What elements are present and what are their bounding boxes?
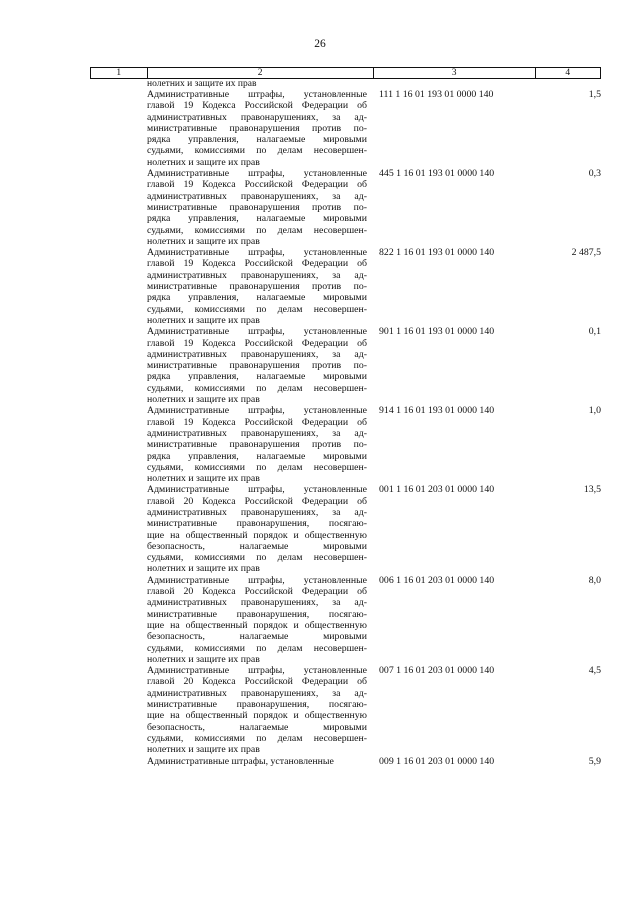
table-row (147, 756, 601, 767)
row-amount: 8,0 (588, 574, 602, 586)
row-description (147, 484, 367, 574)
row-code: 009 1 16 01 203 01 0000 140 (379, 755, 495, 767)
row-description (147, 168, 367, 247)
table-row (147, 89, 601, 168)
description-line: рядка управления, налагаемые мировыми (147, 213, 368, 225)
description-line: судьями, комиссиями по делам несовершен- (147, 732, 368, 744)
description-line: административных правонарушениях, за ад- (147, 190, 368, 202)
description-line: безопасность, налагаемые мировыми (147, 721, 368, 733)
table-row (147, 484, 601, 574)
table-row (147, 247, 601, 326)
description-line: министративные правонарушения, посягаю- (147, 699, 368, 711)
row-code: 901 1 16 01 193 01 0000 140 (379, 326, 495, 338)
row-code: 007 1 16 01 203 01 0000 140 (379, 665, 495, 677)
description-line: Административные штрафы, установленные (147, 247, 368, 259)
description-line: административных правонарушениях, за ад- (147, 597, 368, 609)
table-body (90, 89, 601, 767)
description-line: судьями, комиссиями по делам несовершен- (147, 145, 368, 157)
row-amount: 1,0 (588, 405, 602, 417)
description-line: щие на общественный порядок и общественную (147, 710, 368, 722)
row-description (147, 247, 367, 326)
row-amount: 1,5 (588, 89, 602, 100)
description-line: нолетних и защите их прав (147, 156, 260, 168)
description-line: министративные правонарушения против по- (147, 281, 368, 293)
description-line: Административные штрафы, установленные (147, 484, 368, 496)
row-code: 006 1 16 01 203 01 0000 140 (379, 574, 495, 586)
table-row (147, 168, 601, 247)
budget-table (90, 67, 601, 767)
description-line: нолетних и защите их прав (147, 473, 260, 485)
row-code: 445 1 16 01 193 01 0000 140 (379, 168, 495, 180)
page-number: 26 (314, 38, 326, 50)
description-line: главой 19 Кодекса Российской Федерации об (147, 179, 368, 191)
description-line: Административные штрафы, установленные (147, 405, 368, 417)
description-line: нолетних и защите их прав (147, 394, 260, 406)
description-line: щие на общественный порядок и общественную (147, 529, 368, 541)
description-line: главой 19 Кодекса Российской Федерации об (147, 100, 368, 112)
description-line: нолетних и защите их прав (147, 235, 260, 247)
description-line: судьями, комиссиями по делам несовершен- (147, 224, 368, 236)
description-line: административных правонарушениях, за ад- (147, 269, 368, 281)
description-line: административных правонарушениях, за ад- (147, 687, 368, 699)
table-row (147, 405, 601, 484)
continuation-text: нолетних и защите их прав (147, 79, 257, 89)
description-line: безопасность, налагаемые мировыми (147, 540, 368, 552)
row-amount: 5,9 (588, 755, 602, 767)
row-amount: 0,1 (588, 326, 602, 338)
row-code: 001 1 16 01 203 01 0000 140 (379, 484, 495, 496)
description-line: главой 20 Кодекса Российской Федерации об (147, 586, 368, 598)
description-line: главой 19 Кодекса Российской Федерации об (147, 337, 368, 349)
description-line: министративные правонарушения против по- (147, 360, 368, 372)
header-col-2: 2 (148, 68, 374, 78)
header-col-4: 4 (536, 68, 601, 78)
description-line: Административные штрафы, установленные (147, 755, 334, 767)
description-line: главой 20 Кодекса Российской Федерации об (147, 495, 368, 507)
description-line: судьями, комиссиями по делам несовершен- (147, 552, 368, 564)
description-line: главой 19 Кодекса Российской Федерации об (147, 258, 368, 270)
row-description (147, 405, 367, 484)
row-amount: 13,5 (583, 484, 602, 496)
description-line: Административные штрафы, установленные (147, 89, 368, 100)
description-line: рядка управления, налагаемые мировыми (147, 134, 368, 146)
description-line: административных правонарушениях, за ад- (147, 348, 368, 360)
description-line: нолетних и защите их прав (147, 653, 260, 665)
description-line: Административные штрафы, установленные (147, 574, 368, 586)
table-header (90, 67, 601, 79)
description-line: Административные штрафы, установленные (147, 326, 368, 338)
description-line: министративные правонарушения, посягаю- (147, 608, 368, 620)
description-line: судьями, комиссиями по делам несовершен- (147, 642, 368, 654)
row-description (147, 575, 367, 665)
header-col-1: 1 (91, 68, 148, 78)
description-line: рядка управления, налагаемые мировыми (147, 450, 368, 462)
description-line: щие на общественный порядок и общественную (147, 619, 368, 631)
row-description (147, 665, 367, 755)
description-line: Административные штрафы, установленные (147, 665, 368, 677)
description-line: судьями, комиссиями по делам несовершен- (147, 382, 368, 394)
description-line: министративные правонарушения против по- (147, 439, 368, 451)
table-row (147, 326, 601, 405)
description-line: главой 19 Кодекса Российской Федерации об (147, 416, 368, 428)
description-line: министративные правонарушения против по- (147, 122, 368, 134)
description-line: нолетних и защите их прав (147, 563, 260, 575)
description-line: рядка управления, налагаемые мировыми (147, 371, 368, 383)
row-description (147, 326, 367, 405)
row-amount: 2 487,5 (571, 247, 602, 259)
description-line: судьями, комиссиями по делам несовершен- (147, 303, 368, 315)
description-line: нолетних и защите их прав (147, 314, 260, 326)
description-line: Административные штрафы, установленные (147, 168, 368, 180)
row-amount: 4,5 (588, 665, 602, 677)
description-line: рядка управления, налагаемые мировыми (147, 292, 368, 304)
description-line: безопасность, налагаемые мировыми (147, 631, 368, 643)
description-line: административных правонарушениях, за ад- (147, 111, 368, 123)
row-code: 914 1 16 01 193 01 0000 140 (379, 405, 495, 417)
description-line: главой 20 Кодекса Российской Федерации об (147, 676, 368, 688)
description-line: административных правонарушениях, за ад- (147, 427, 368, 439)
row-amount: 0,3 (588, 168, 602, 180)
row-description (147, 756, 367, 767)
table-row (147, 665, 601, 755)
description-line: административных правонарушениях, за ад- (147, 506, 368, 518)
description-line: судьями, комиссиями по делам несовершен- (147, 461, 368, 473)
description-line: министративные правонарушения, посягаю- (147, 518, 368, 530)
row-code: 111 1 16 01 193 01 0000 140 (379, 89, 494, 100)
row-description (147, 89, 367, 168)
row-code: 822 1 16 01 193 01 0000 140 (379, 247, 495, 259)
description-line: нолетних и защите их прав (147, 744, 260, 756)
table-row (147, 575, 601, 665)
header-col-3: 3 (374, 68, 536, 78)
description-line: министративные правонарушения против по- (147, 201, 368, 213)
